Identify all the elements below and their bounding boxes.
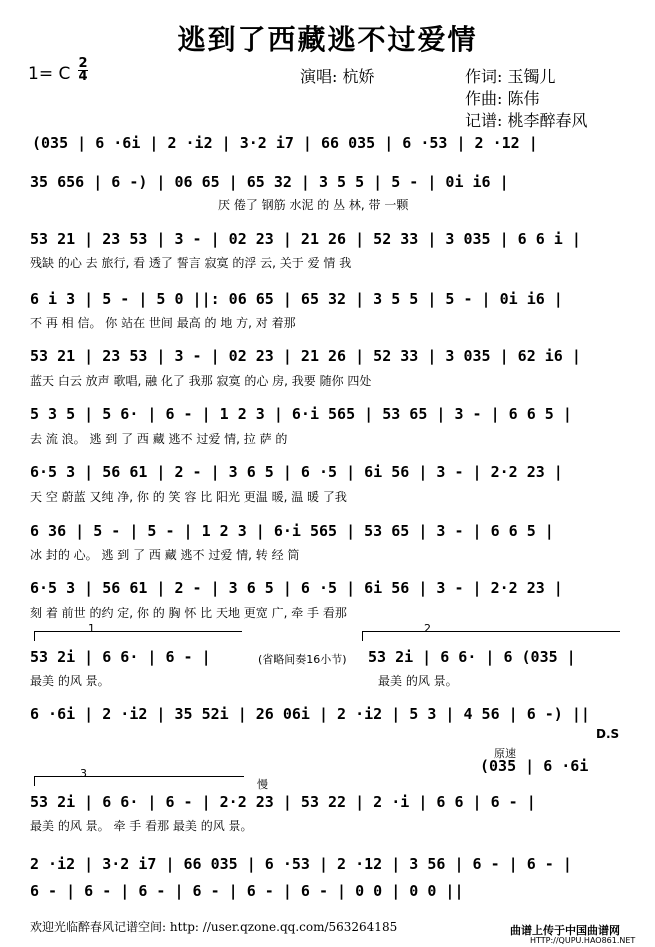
interlude-note: (省略间奏16小节) [258, 653, 347, 666]
score-line-12-lyrics: 最美 的风 景。 牵 手 看那 最美 的风 景。 [30, 819, 253, 833]
volta-3-number: 3 [80, 767, 87, 780]
tempo-slow: 慢 [257, 778, 268, 791]
transcriber-credit: 记谱: 桃李醉春风 [465, 111, 588, 130]
volta-2-line [362, 631, 620, 632]
score-line-3-notes: 53 21 | 23 53 | 3 - | 02 23 | 21 26 | 52 33 | 3 035 | 6 6 i | [30, 230, 581, 248]
score-line-5-lyrics: 蓝天 白云 放声 歌唱, 融 化了 我那 寂寞 的心 房, 我要 随你 四处 [30, 374, 372, 388]
score-line-9-notes: 6·5 3 | 56 61 | 2 - | 3 6 5 | 6 ·5 | 6i 56 | 3 - | 2·2 23 | [30, 579, 563, 597]
volta-1-line [34, 631, 242, 632]
score-line-14-notes: 6 - | 6 - | 6 - | 6 - | 6 - | 6 - | 0 0 | 0 0 || [30, 882, 464, 900]
score-line-7-notes: 6·5 3 | 56 61 | 2 - | 3 6 5 | 6 ·5 | 6i 56 | 3 - | 2·2 23 | [30, 463, 563, 481]
key-signature: 1= C [28, 64, 71, 84]
volta-2-number: 2 [424, 622, 431, 635]
score-line-10-tail-notes: 53 2i | 6 6· | 6 (035 | [368, 648, 576, 666]
volta-1-hook [34, 631, 35, 641]
score-line-10-lyrics: 最美 的风 景。 [30, 674, 110, 688]
score-line-6-notes: 5 3 5 | 5 6· | 6 - | 1 2 3 | 6·i 565 | 53 65 | 3 - | 6 6 5 | [30, 405, 572, 423]
lyricist-credit: 作词: 玉镯儿 [465, 67, 556, 86]
volta-2-hook [362, 631, 363, 641]
score-line-5-notes: 53 21 | 23 53 | 3 - | 02 23 | 21 26 | 52 33 | 3 035 | 62 i6 | [30, 347, 581, 365]
volta-3-line [34, 776, 244, 777]
time-signature [78, 58, 88, 83]
volta-3-hook [34, 776, 35, 786]
singer-credit: 演唱: 杭娇 [300, 67, 375, 86]
watermark-text: 曲谱上传于中国曲谱网 [510, 924, 620, 937]
score-line-10-notes: 53 2i | 6 6· | 6 - | [30, 648, 211, 666]
score-line-2-notes: 35 656 | 6 -) | 06 65 | 65 32 | 3 5 5 | 5 - | 0i i6 | [30, 173, 509, 191]
composer-credit: 作曲: 陈伟 [465, 89, 540, 108]
watermark-url: HTTP://QUPU.HAO861.NET [530, 936, 636, 945]
tempo-original: 原速 [494, 747, 516, 760]
score-line-12-top-notes: (035 | 6 ·6i [480, 757, 589, 775]
score-line-3-lyrics: 残缺 的心 去 旅行, 看 透了 誓言 寂寞 的浮 云, 关于 爱 情 我 [30, 256, 352, 270]
footer-credit: 欢迎光临醉春风记谱空间: http: //user.qzone.qq.com/563264185 [30, 920, 398, 934]
time-numerator: 2 [78, 56, 88, 71]
song-title: 逃到了西藏逃不过爱情 [177, 23, 478, 56]
time-denominator: 4 [78, 69, 88, 84]
score-line-8-notes: 6 36 | 5 - | 5 - | 1 2 3 | 6·i 565 | 53 65 | 3 - | 6 6 5 | [30, 522, 554, 540]
score-line-4-lyrics: 不 再 相 信。 你 站在 世间 最高 的 地 方, 对 着那 [30, 316, 296, 330]
score-line-4-notes: 6 i 3 | 5 - | 5 0 ||: 06 65 | 65 32 | 3 5 5 | 5 - | 0i i6 | [30, 290, 563, 308]
score-line-9-lyrics: 刻 着 前世 的约 定, 你 的 胸 怀 比 天地 更宽 广, 牵 手 看那 [30, 606, 347, 620]
score-line-11-notes: 6 ·6i | 2 ·i2 | 35 52i | 26 06i | 2 ·i2 | 5 3 | 4 56 | 6 -) || [30, 705, 590, 723]
score-line-13-notes: 2 ·i2 | 3·2 i7 | 66 035 | 6 ·53 | 2 ·12 | 3 56 | 6 - | 6 - | [30, 855, 572, 873]
volta-1-number: 1 [88, 622, 95, 635]
score-line-12-notes: 53 2i | 6 6· | 6 - | 2·2 23 | 53 22 | 2 ·i | 6 6 | 6 - | [30, 793, 536, 811]
da-segno-mark: D.S [596, 727, 620, 741]
score-line-8-lyrics: 冰 封的 心。 逃 到 了 西 藏 逃不 过爱 情, 转 经 筒 [30, 548, 300, 562]
score-line-7-lyrics: 天 空 蔚蓝 又纯 净, 你 的 笑 容 比 阳光 更温 暖, 温 暖 了我 [30, 490, 347, 504]
score-line-2-lyrics: 厌 倦了 钢筋 水泥 的 丛 林, 带 一颗 [218, 198, 409, 212]
score-line-10-tail-lyrics: 最美 的风 景。 [378, 674, 458, 688]
score-line-1-notes: (035 | 6 ·6i | 2 ·i2 | 3·2 i7 | 66 035 | 6 ·53 | 2 ·12 | [32, 134, 538, 152]
score-line-6-lyrics: 去 流 浪。 逃 到 了 西 藏 逃不 过爱 情, 拉 萨 的 [30, 432, 288, 446]
